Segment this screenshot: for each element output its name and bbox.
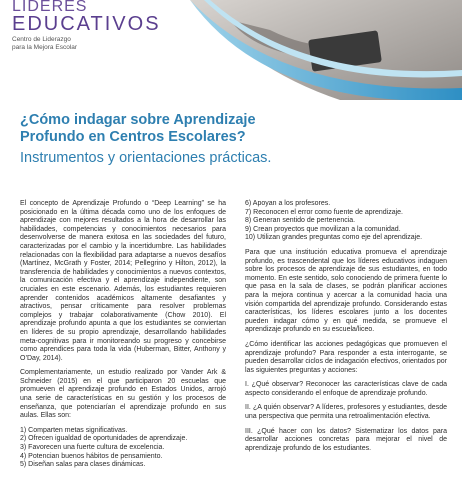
- list-item: 3) Favorecen una fuerte cultura de excelencia.: [20, 444, 165, 452]
- question-1: I. ¿Qué observar? Reconocer las características clave de cada aspecto considerando el enfoque de aprendizaje profundo.: [245, 381, 447, 397]
- list-item: 2) Ofrecen igualdad de oportunidades de aprendizaje.: [20, 435, 188, 443]
- list-item: 7) Reconocen el error como fuente de aprendizaje.: [245, 208, 403, 216]
- list-item: 6) Apoyan a los profesores.: [245, 200, 331, 207]
- question-3: III. ¿Qué hacer con los datos? Sistematizar los datos para desarrollar acciones concretas para mejorar el nivel de aprendizaje profundo de los estudiantes.: [245, 427, 447, 452]
- characteristics-list-1: [20, 427, 226, 470]
- logo-main-word: EDUCATIVOS: [12, 13, 161, 35]
- study-paragraph: Complementariamente, un estudio realizado por Vander Ark & Schneider (2015) en el que participaron 20 escuelas que promueven el aprendizaje profundo en Estados Unidos, arrojó una serie de características en su gestión y los procesos de enseñanza, que potenciarían el aprendizaje profundo en sus aulas. Ellas son:: [20, 369, 226, 420]
- hero-image: [190, 0, 462, 100]
- logo: [12, 0, 161, 52]
- list-item: 9) Crean proyectos que movilizan a la comunidad.: [245, 225, 401, 233]
- leaders-paragraph: Para que una institución educativa promueva el aprendizaje profundo, es trascendental que los líderes educativos indaguen sobre los procesos de aprendizaje de sus estudiantes, en todo momento. En este sentido, solo conociendo de primera fuente lo que pasa en la sala de clases, se podrán planificar acciones para la mejora continua y acercar a la comunidad hacia una visión compartida del aprendizaje profundo. Considerando estas características, los líderes escolares junto a los docentes pueden indagar cómo y en qué medida, se promueve el aprendizaje profundo en su escuela/liceo.: [245, 248, 447, 334]
- list-item: 8) Generan sentido de pertenencia.: [245, 217, 356, 225]
- question-2: II. ¿A quién observar? A líderes, profesores y estudiantes, desde una perspectiva que permita una retroalimentación efectiva.: [245, 404, 447, 421]
- list-item: 4) Potencian buenos hábitos de pensamiento.: [20, 452, 163, 460]
- page-title: ¿Cómo indagar sobre Aprendizaje Profundo en Centros Escolares?: [20, 112, 256, 145]
- list-item: 1) Comparten metas significativas.: [20, 426, 128, 434]
- logo-subtitle: [12, 36, 152, 52]
- logo-subtitle-line1: Centro de Liderazgo: [12, 36, 71, 43]
- characteristics-list-2: [245, 200, 447, 243]
- left-column: [20, 200, 226, 476]
- logo-top-word: LIDERES: [12, 0, 88, 15]
- list-item: 10) Utilizan grandes preguntas como eje del aprendizaje.: [245, 234, 423, 242]
- list-item: 5) Diseñan salas para clases dinámicas.: [20, 461, 146, 469]
- question-paragraph: ¿Cómo identificar las acciones pedagógicas que promueven el aprendizaje profundo? Para responder a esta interrogante, se pueden desarrollar ciclos de indagación efectivos, orientados por las siguientes preguntas y acciones:: [245, 340, 447, 374]
- logo-subtitle-line2: para la Mejora Escolar: [12, 44, 78, 51]
- page-subtitle: Instrumentos y orientaciones prácticas.: [20, 150, 272, 166]
- right-column: [245, 200, 447, 459]
- intro-paragraph: El concepto de Aprendizaje Profundo o “Deep Learning” se ha posicionado en la última década como uno de los enfoques de aprendizaje con mejores resultados a la hora de desarrollar las habilidades, competencias y conocimientos necesarios para desenvolverse de manera exitosa en las sociedades del futuro, caracterizadas por el cambio y la incertidumbre. Las habilidades relacionadas con la flexibilidad para adaptarse a nuevos desafíos (Martínez, McGrath y Foster, 2014; Pellegrino y Hilton, 2012), la transferencia de habilidades y conocimientos a nuevos contextos, la comunicación efectiva y el aprendizaje independiente, son cruciales en este escenario. Además, los estudiantes requieren aprender contenidos académicos altamente desafiantes y atractivos, pensar críticamente para resolver problemas complejos y trabajar colaborativamente (Chow 2010). El aprendizaje profundo apunta a que los estudiantes se conviertan en líderes de su propio aprendizaje, desarrollando habilidades meta-cognitivas para ir monitoreando su progreso y concebirse como aprendices para toda la vida (Huberman, Bitter, Anthony y O’Day, 2014).: [20, 200, 226, 362]
